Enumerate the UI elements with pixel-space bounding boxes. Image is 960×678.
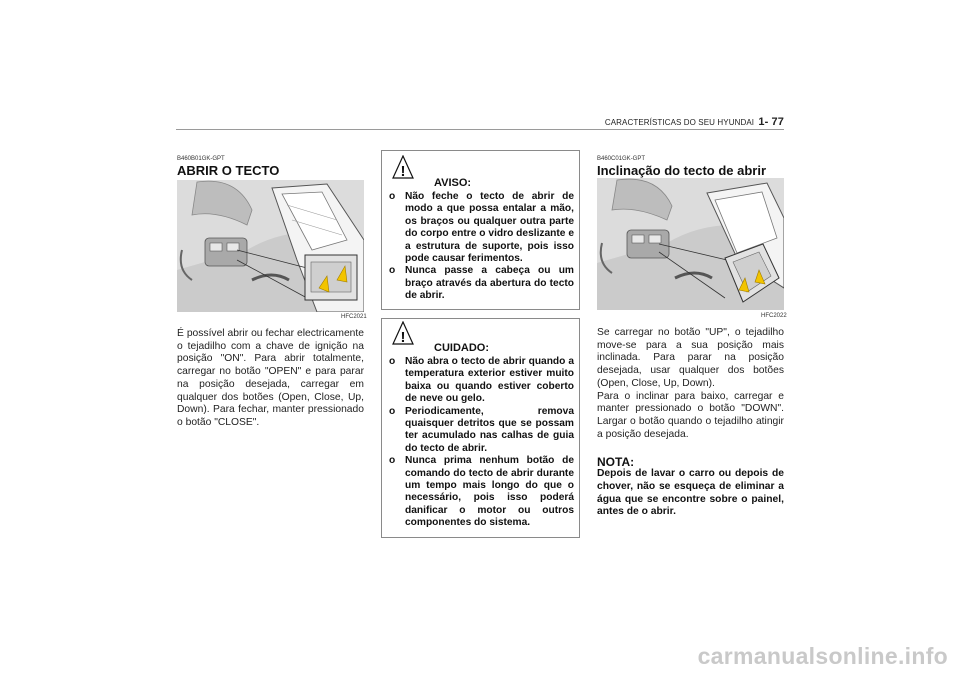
right-section-code: B460C01GK-GPT — [597, 156, 646, 162]
warning-icon-glyph: ! — [400, 163, 406, 179]
sunroof-open-illustration — [177, 180, 364, 312]
left-figure-code: HFC2021 — [341, 314, 367, 320]
left-section-title: ABRIR O TECTO — [177, 163, 280, 178]
caution-box — [381, 318, 580, 538]
caution-item-text: Periodicamente, remova quaisquer detritos que se possam ter acumulado nas calhas de guia do tecto de abrir. — [405, 405, 574, 454]
note-title: NOTA: — [597, 455, 635, 469]
warning-triangle-icon — [392, 155, 414, 179]
sunroof-open-photo — [177, 180, 364, 312]
left-body-text: É possível abrir ou fechar electricamente o tejadilho com a chave de ignição na posição "ON". Para abrir totalmente, carregar no botão "OPEN" e para parar na posição desejada, carregar em qualquer dos botões (Open, Close, Up, Down). Para fechar, manter pressionado o botão "CLOSE". — [177, 328, 364, 428]
sunroof-tilt-illustration — [597, 178, 784, 310]
right-body-paragraph-1: Se carregar no botão "UP", o tejadilho move-se para a sua posição mais inclinada. Para parar na posição desejada, usar qualquer dos botões (Open, Close, Up, Down). — [597, 327, 784, 389]
warning-item-text: Não feche o tecto de abrir de modo a que possa entalar a mão, os braços ou qualquer outra parte do corpo entre o vidro deslizante e a estrutura de suporte, pois isso pode causar ferimentos. — [405, 191, 574, 265]
section-title: CARACTERÍSTICAS DO SEU HYUNDAI — [604, 118, 755, 127]
page-header — [605, 116, 784, 128]
bullet: o — [389, 191, 396, 202]
caution-triangle-icon — [392, 321, 414, 345]
bullet: o — [389, 455, 396, 467]
right-body-paragraph-2: Para o inclinar para baixo, carregar e manter pressionado o botão "DOWN". Largar o botão quando o tejadilho atingir a posição desejada. — [597, 390, 784, 440]
warning-list — [389, 191, 574, 303]
bullet: o — [389, 265, 396, 277]
warning-item-text: Nunca passe a cabeça ou um braço através da abertura do tecto de abrir. — [405, 265, 574, 302]
bullet: o — [389, 356, 396, 367]
warning-box — [381, 150, 580, 310]
sunroof-tilt-photo — [597, 178, 784, 310]
right-figure-code: HFC2022 — [761, 313, 787, 319]
caution-title: CUIDADO: — [434, 342, 489, 354]
bullet: o — [389, 405, 396, 417]
caution-item-text: Nunca prima nenhum botão de comando do tecto de abrir durante um tempo mais longo do que o necessário, pois isso poderá danificar o motor ou outros componentes do sistema. — [405, 455, 574, 529]
note-text: Depois de lavar o carro ou depois de chover, não se esqueça de eliminar a água que se encontre sobre o painel, antes de o abrir. — [597, 468, 784, 518]
warning-title: AVISO: — [434, 177, 472, 189]
watermark: carmanualsonline.info — [697, 643, 948, 669]
left-section-code: B460B01GK-GPT — [177, 156, 225, 162]
caution-item — [389, 455, 574, 529]
caution-item — [389, 406, 574, 456]
warning-item — [389, 265, 574, 302]
caution-item — [389, 356, 574, 406]
caution-list — [389, 356, 574, 530]
caution-icon-glyph: ! — [400, 329, 406, 345]
warning-item — [389, 191, 574, 265]
page-number: 1- 77 — [758, 116, 784, 128]
header-rule — [176, 129, 784, 130]
caution-item-text: Não abra o tecto de abrir quando a temperatura exterior estiver muito baixa ou quando estiver coberto de neve ou gelo. — [405, 356, 574, 405]
right-section-title: Inclinação do tecto de abrir — [597, 163, 767, 178]
right-body-text — [597, 327, 784, 441]
